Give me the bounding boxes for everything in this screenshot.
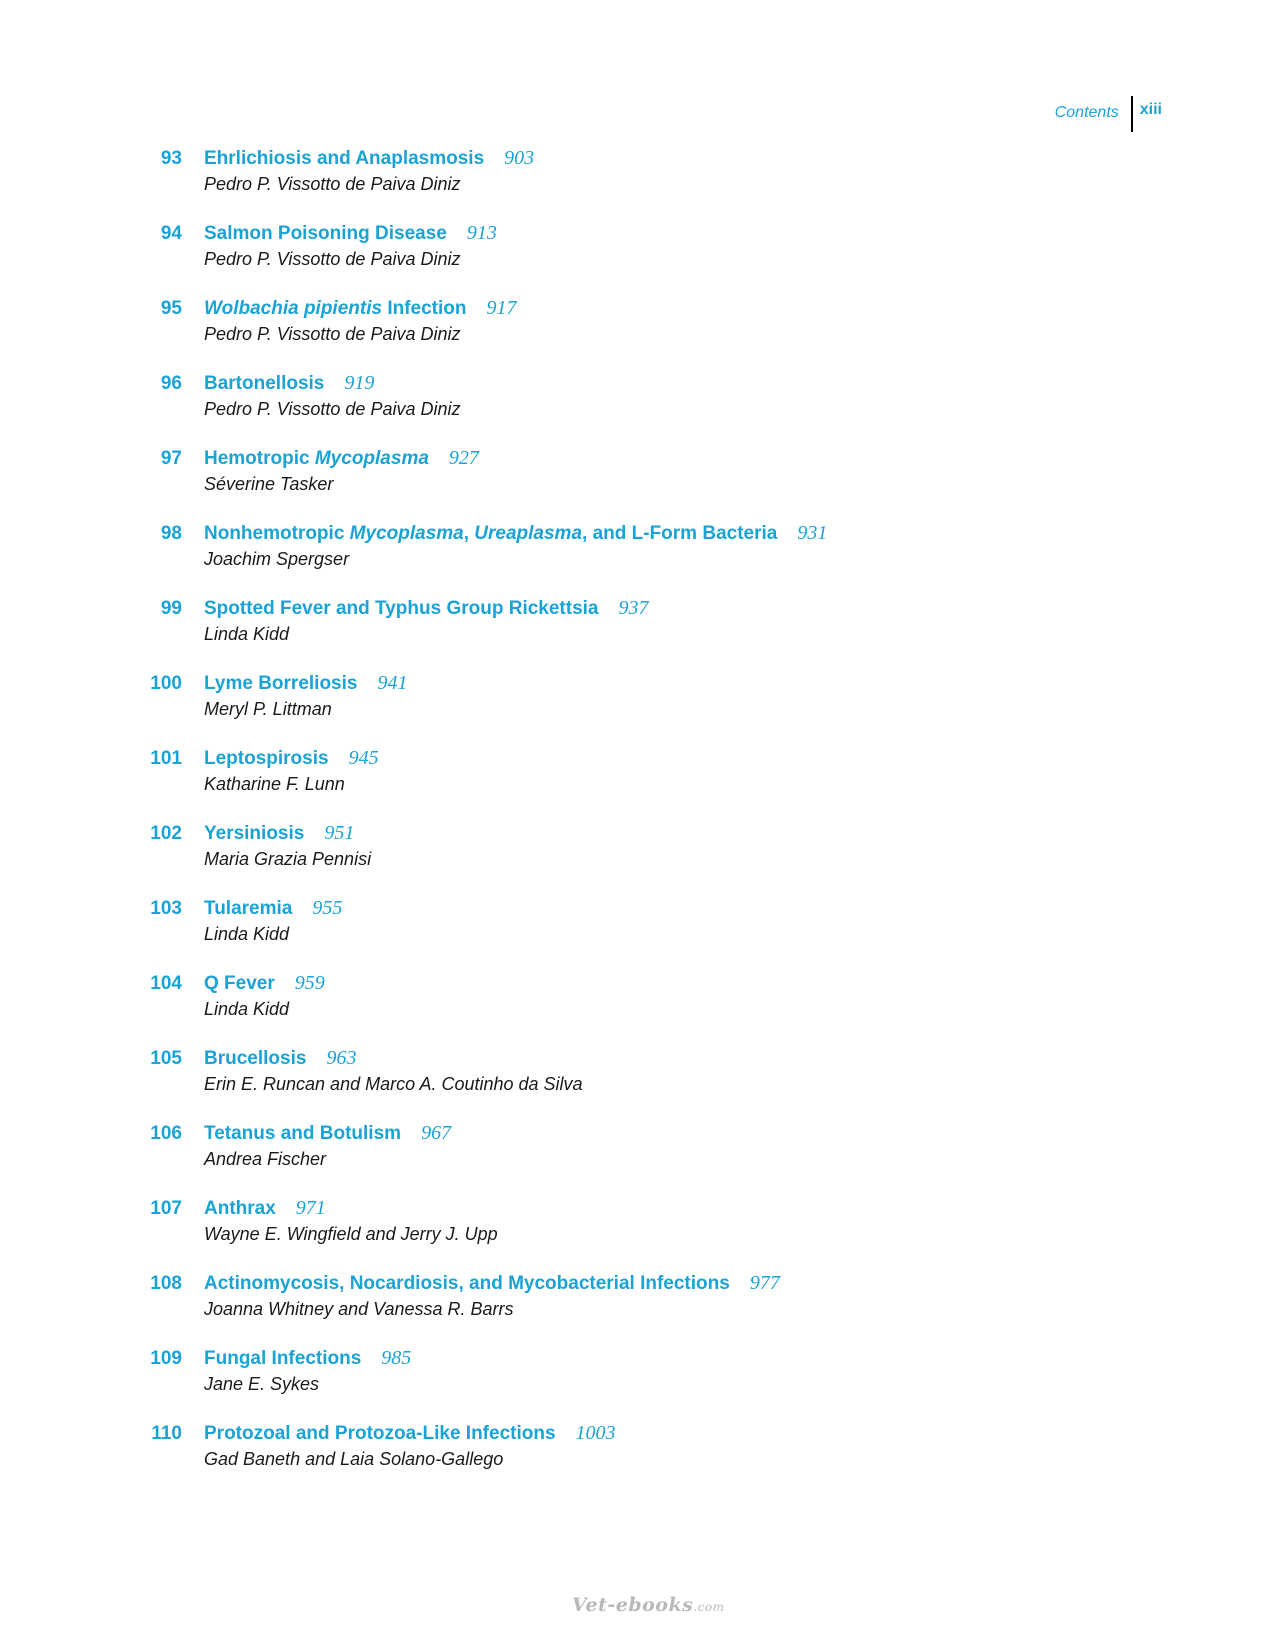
chapter-page[interactable]: 919 [344, 372, 375, 394]
chapter-authors: Pedro P. Vissotto de Paiva Diniz [204, 399, 461, 419]
chapter-page[interactable]: 971 [295, 1197, 326, 1219]
toc-entry[interactable] [140, 221, 1140, 296]
chapter-number: 97 [160, 448, 182, 469]
chapter-page[interactable]: 913 [466, 222, 497, 244]
chapter-number: 101 [150, 748, 182, 769]
chapter-page[interactable]: 977 [749, 1272, 780, 1294]
chapter-page[interactable]: 1003 [575, 1422, 616, 1444]
chapter-authors: Séverine Tasker [204, 474, 334, 494]
chapter-title[interactable]: Lyme Borreliosis [204, 673, 358, 694]
toc-entry[interactable] [140, 1421, 1140, 1496]
chapter-page[interactable]: 985 [381, 1347, 412, 1369]
toc-entry[interactable] [140, 1196, 1140, 1271]
chapter-page[interactable]: 931 [797, 522, 828, 544]
chapter-title[interactable]: Anthrax [204, 1198, 276, 1219]
toc-entry[interactable] [140, 1271, 1140, 1346]
chapter-page[interactable]: 937 [618, 597, 649, 619]
chapter-authors: Pedro P. Vissotto de Paiva Diniz [204, 324, 461, 344]
chapter-title[interactable]: Ehrlichiosis and Anaplasmosis [204, 148, 485, 169]
running-head-section: Contents [1054, 104, 1119, 121]
chapter-number: 109 [150, 1348, 182, 1369]
chapter-title[interactable]: Bartonellosis [204, 373, 325, 394]
toc-entry[interactable] [140, 1346, 1140, 1421]
chapter-authors: Andrea Fischer [204, 1149, 327, 1169]
chapter-page[interactable]: 927 [448, 447, 479, 469]
toc-entry[interactable] [140, 596, 1140, 671]
chapter-page[interactable]: 945 [348, 747, 379, 769]
chapter-number: 108 [150, 1273, 182, 1294]
watermark-suffix: .com [693, 1600, 725, 1614]
table-of-contents [140, 146, 1140, 1496]
toc-entry[interactable] [140, 146, 1140, 221]
page-number: xiii [1139, 101, 1162, 118]
toc-entry[interactable] [140, 1121, 1140, 1196]
chapter-authors: Linda Kidd [204, 924, 290, 944]
running-head [1055, 96, 1162, 134]
toc-entry[interactable] [140, 371, 1140, 446]
chapter-page[interactable]: 967 [421, 1122, 452, 1144]
chapter-number: 103 [150, 898, 182, 919]
chapter-number: 106 [150, 1123, 182, 1144]
chapter-title[interactable]: Wolbachia pipientis Infection [204, 298, 467, 319]
chapter-title[interactable]: Tularemia [204, 898, 293, 919]
chapter-number: 93 [160, 148, 182, 169]
chapter-number: 99 [160, 598, 182, 619]
chapter-title[interactable]: Nonhemotropic Mycoplasma, Ureaplasma, and L-Form Bacteria [204, 523, 778, 544]
chapter-title[interactable]: Hemotropic Mycoplasma [204, 448, 429, 469]
chapter-number: 96 [160, 373, 182, 394]
chapter-number: 102 [150, 823, 182, 844]
toc-entry[interactable] [140, 746, 1140, 821]
chapter-title[interactable]: Tetanus and Botulism [204, 1123, 402, 1144]
watermark-logo [572, 1594, 724, 1616]
chapter-page[interactable]: 903 [504, 147, 535, 169]
chapter-authors: Linda Kidd [204, 624, 290, 644]
chapter-authors: Joachim Spergser [204, 549, 350, 569]
chapter-number: 95 [160, 298, 182, 319]
chapter-number: 107 [150, 1198, 182, 1219]
chapter-authors: Pedro P. Vissotto de Paiva Diniz [204, 174, 461, 194]
toc-entry[interactable] [140, 1046, 1140, 1121]
watermark-name: Vet-ebooks [572, 1594, 694, 1616]
chapter-title[interactable]: Salmon Poisoning Disease [204, 223, 447, 244]
chapter-page[interactable]: 917 [486, 297, 517, 319]
chapter-title[interactable]: Fungal Infections [204, 1348, 362, 1369]
chapter-title[interactable]: Yersiniosis [204, 823, 305, 844]
chapter-title[interactable]: Protozoal and Protozoa-Like Infections [204, 1423, 556, 1444]
chapter-title[interactable]: Spotted Fever and Typhus Group Rickettsia [204, 598, 599, 619]
toc-entry[interactable] [140, 896, 1140, 971]
chapter-authors: Meryl P. Littman [204, 699, 332, 719]
chapter-page[interactable]: 963 [326, 1047, 357, 1069]
chapter-authors: Joanna Whitney and Vanessa R. Barrs [204, 1299, 514, 1319]
chapter-authors: Wayne E. Wingfield and Jerry J. Upp [204, 1224, 498, 1244]
toc-entry[interactable] [140, 521, 1140, 596]
chapter-authors: Katharine F. Lunn [204, 774, 345, 794]
chapter-authors: Maria Grazia Pennisi [204, 849, 372, 869]
chapter-number: 98 [160, 523, 182, 544]
chapter-authors: Gad Baneth and Laia Solano-Gallego [204, 1449, 504, 1469]
chapter-title[interactable]: Actinomycosis, Nocardiosis, and Mycobacterial Infections [204, 1273, 730, 1294]
chapter-authors: Pedro P. Vissotto de Paiva Diniz [204, 249, 461, 269]
chapter-page[interactable]: 955 [312, 897, 343, 919]
chapter-authors: Erin E. Runcan and Marco A. Coutinho da Silva [204, 1074, 583, 1094]
toc-entry[interactable] [140, 971, 1140, 1046]
toc-entry[interactable] [140, 296, 1140, 371]
chapter-page[interactable]: 951 [324, 822, 355, 844]
chapter-number: 105 [150, 1048, 182, 1069]
toc-entry[interactable] [140, 671, 1140, 746]
chapter-page[interactable]: 941 [377, 672, 408, 694]
chapter-page[interactable]: 959 [294, 972, 325, 994]
chapter-number: 100 [150, 673, 182, 694]
chapter-title[interactable]: Brucellosis [204, 1048, 307, 1069]
toc-entry[interactable] [140, 821, 1140, 896]
chapter-number: 94 [160, 223, 182, 244]
chapter-authors: Jane E. Sykes [204, 1374, 320, 1394]
chapter-number: 110 [151, 1423, 182, 1444]
chapter-number: 104 [150, 973, 182, 994]
chapter-title[interactable]: Leptospirosis [204, 748, 329, 769]
toc-entry[interactable] [140, 446, 1140, 521]
chapter-title[interactable]: Q Fever [204, 973, 275, 994]
chapter-authors: Linda Kidd [204, 999, 290, 1019]
